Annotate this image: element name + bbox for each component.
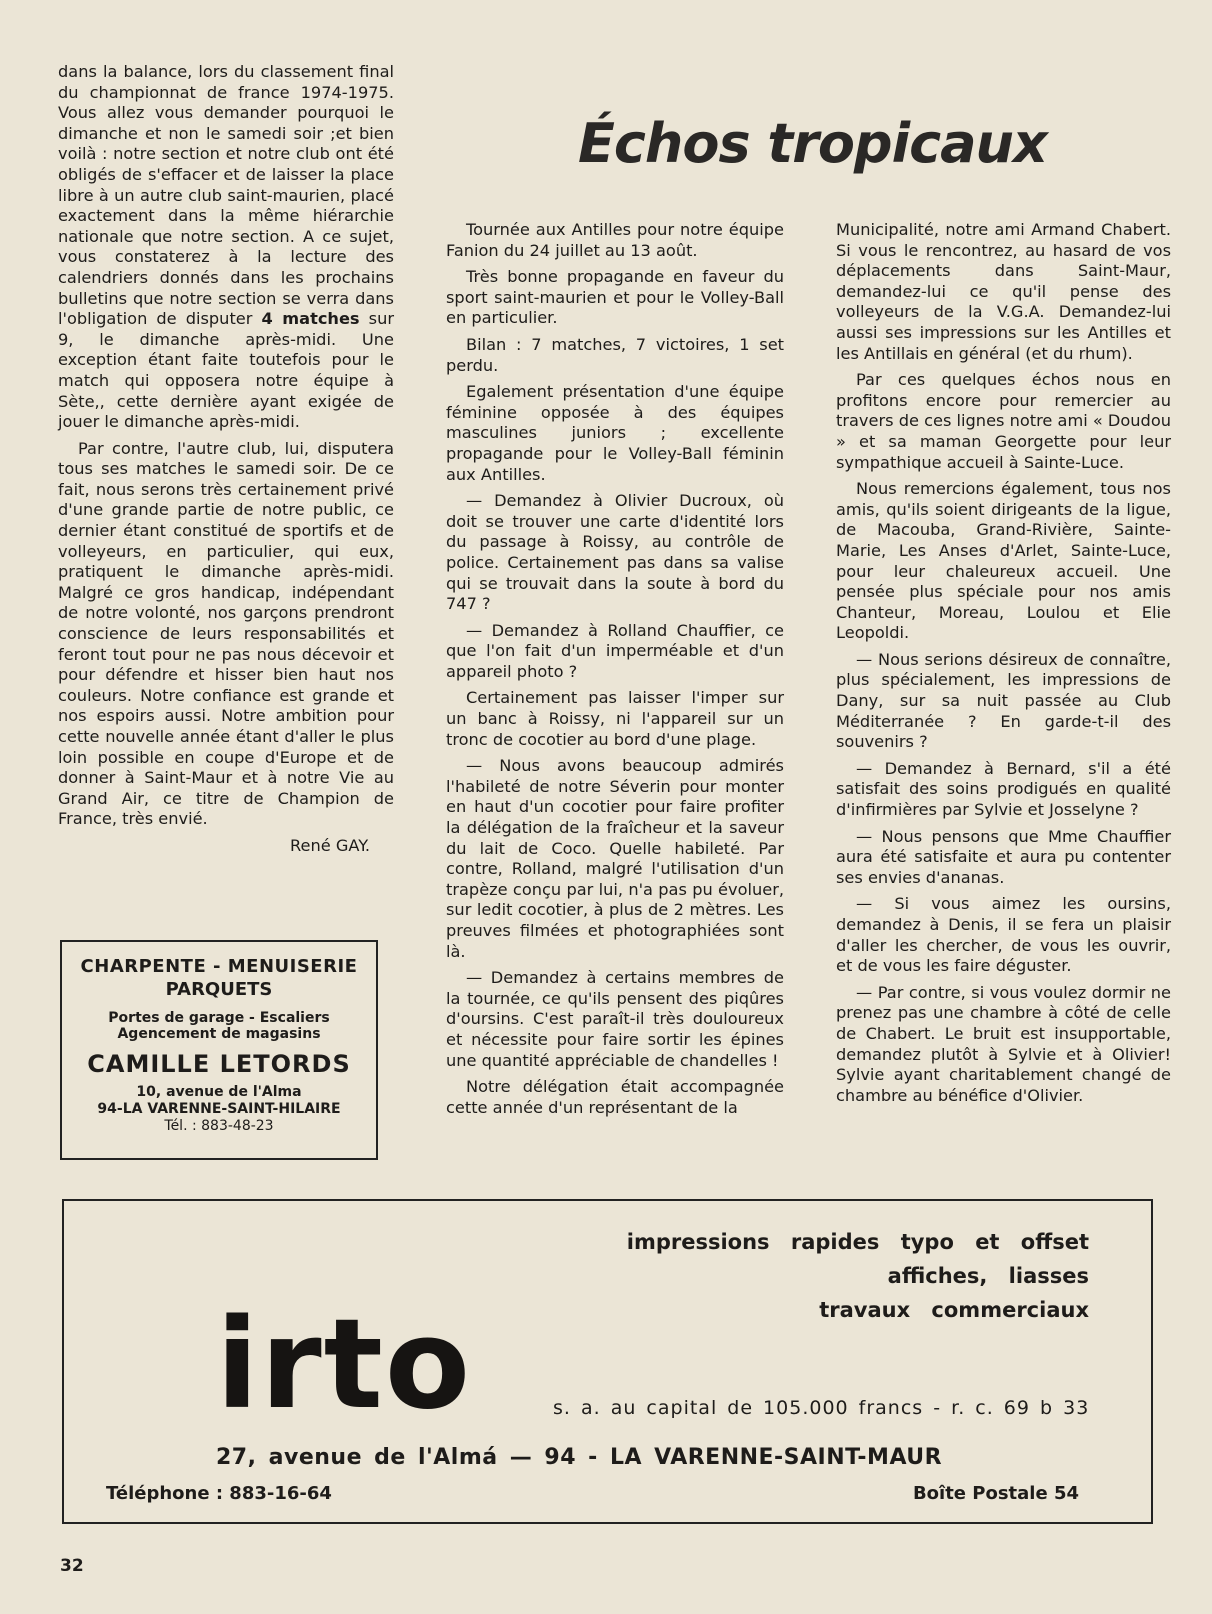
paragraph: — Demandez à certains membres de la tournée, ce qu'ils pensent des piqûres d'oursins. C'est paraît-il très douloureux et nécessite pour faire sortir les épines une quantité appréciable de chandelles ! bbox=[446, 968, 784, 1070]
paragraph: Par contre, l'autre club, lui, disputera tous ses matches le samedi soir. De ce fait, nous serons très certainement privé d'une grande partie de notre public, ce dernier étant constitué de sportifs et de volleyeurs, en particulier, qui eux, pratiquent le dimanche après-midi. Malgré ce gros handicap, indépendant de notre volonté, nos garçons prendront conscience de leurs responsabilités et feront tout pour ne pas nous décevoir et pour défendre et hisser bien haut nos couleurs. Notre confiance est grande et nos espoirs aussi. Notre ambition pour cette nouvelle année étant d'aller le plus loin possible en coupe d'Europe et de donner à Saint-Maur et à notre Vie au Grand Air, ce titre de Champion de France, très envié. bbox=[58, 438, 394, 829]
ad-address: 10, avenue de l'Alma bbox=[136, 1084, 302, 1100]
ad-services: impressions rapides typo et offset affiches, liasses travaux commerciaux bbox=[626, 1230, 1089, 1322]
paragraph: — Nous avons beaucoup admirés l'habileté de notre Séverin pour monter en haut d'un cocotier pour faire profiter la délégation de la fraîcheur et la saveur du lait de Coco. Quelle habileté. Par contre, Rolland, malgré l'utilisation d'un trapèze conçu par lui, n'a pas pu évoluer, sur ledit cocotier, à plus de 2 mètres. Les preuves filmées et photographiées sont là. bbox=[446, 756, 784, 961]
paragraph: Notre délégation était accompagnée cette année d'un représentant de la bbox=[446, 1077, 784, 1117]
paragraph: — Demandez à Rolland Chauffier, ce que l'on fait d'un imperméable et d'un appareil photo ? bbox=[446, 620, 784, 681]
ad-phone: Tél. : 883-48-23 bbox=[164, 1118, 274, 1134]
paragraph: Nous remercions également, tous nos amis, qu'ils soient dirigeants de la ligue, de Macouba, Grand-Rivière, Sainte-Marie, Les Anses d'Arlet, Sainte-Luce, pour leur chaleureux accueil. Une pensée plus spéciale pour nos amis Chanteur, Moreau, Loulou et Elie Leopoldi. bbox=[836, 479, 1171, 643]
ad-service: Portes de garage - Escaliers bbox=[108, 1010, 330, 1026]
ad-legal-info: s. a. au capital de 105.000 francs - r. c. 69 b 33 bbox=[553, 1397, 1090, 1419]
ad-subheadline: PARQUETS bbox=[165, 979, 273, 1000]
printer-advertisement bbox=[62, 1199, 1153, 1524]
ad-po-box: Boîte Postale 54 bbox=[912, 1483, 1079, 1504]
paragraph: — Nous serions désireux de connaître, plus spécialement, les impressions de Dany, sur sa nuit passée au Club Méditerranée ? En garde-t-il des souvenirs ? bbox=[836, 649, 1171, 752]
ad-headline: CHARPENTE - MENUISERIE bbox=[80, 956, 358, 977]
paragraph: Tournée aux Antilles pour notre équipe Fanion du 24 juillet au 13 août. bbox=[446, 220, 784, 260]
ad-address: 27, avenue de l'Almá — 94 - LA VARENNE-SAINT-MAUR bbox=[216, 1445, 943, 1470]
paragraph: Egalement présentation d'une équipe féminine opposée à des équipes masculines juniors ; excellente propagande pour le Volley-Ball féminin aux Antilles. bbox=[446, 382, 784, 484]
paragraph: — Demandez à Bernard, s'il a été satisfait des soins prodigués en qualité d'infirmières par Sylvie et Josselyne ? bbox=[836, 758, 1171, 820]
carpentry-advertisement bbox=[60, 940, 378, 1160]
column-2 bbox=[446, 220, 784, 1124]
paragraph: Très bonne propagande en faveur du sport saint-maurien et pour le Volley-Ball en particulier. bbox=[446, 267, 784, 328]
page-number: 32 bbox=[60, 1556, 84, 1576]
paragraph: — Nous pensons que Mme Chauffier aura été satisfaite et aura pu contenter ses envies d'ananas. bbox=[836, 826, 1171, 887]
paragraph: dans la balance, lors du classement final du championnat de france 1974-1975. Vous allez vous demander pourquoi le dimanche et non le samedi soir ;et bien voilà : notre section et notre club ont été obligés de s'effacer et de laisser la place libre à un autre club saint-maurien, placé exactement dans la même hiérarchie nationale que notre section. A ce sujet, vous constaterez à la lecture des calendriers donnés dans les prochains bulletins que notre section se verra dans l'obligation de disputer 4 matches sur 9, le dimanche après-midi. Une exception étant faite toutefois pour le match qui opposera notre équipe à Sète,, cette dernière ayant exigée de jouer le dimanche après-midi. bbox=[58, 62, 394, 432]
ad-service: Agencement de magasins bbox=[117, 1026, 321, 1042]
irto-logo: irto bbox=[216, 1293, 473, 1437]
paragraph: Par ces quelques échos nous en profitons encore pour remercier au travers de ces lignes notre ami « Doudou » et sa maman Georgette pour leur sympathique accueil à Sainte-Luce. bbox=[836, 370, 1171, 472]
ad-phone: Téléphone : 883-16-64 bbox=[106, 1483, 332, 1504]
paragraph: Certainement pas laisser l'imper sur un banc à Roissy, ni l'appareil sur un tronc de cocotier au bord d'une plage. bbox=[446, 688, 784, 749]
ad-city: 94-LA VARENNE-SAINT-HILAIRE bbox=[97, 1101, 341, 1117]
paragraph: Municipalité, notre ami Armand Chabert. Si vous le rencontrez, au hasard de vos déplacements dans Saint-Maur, demandez-lui ce qu'il pense des volleyeurs de la V.G.A. Demandez-lui aussi ses impressions sur les Antilles et les Antillais en général (et du rhum). bbox=[836, 220, 1171, 363]
paragraph: Bilan : 7 matches, 7 victoires, 1 set perdu. bbox=[446, 334, 784, 375]
signature: René GAY. bbox=[290, 835, 370, 855]
ad-company-name: CAMILLE LETORDS bbox=[87, 1050, 351, 1078]
paragraph: — Si vous aimez les oursins, demandez à Denis, il se fera un plaisir d'aller les chercher, de vous les ouvrir, et de vous les faire déguster. bbox=[836, 894, 1171, 976]
column-3 bbox=[836, 220, 1171, 1112]
column-1 bbox=[58, 62, 394, 857]
article-title: Échos tropicaux bbox=[578, 112, 1047, 175]
paragraph: — Par contre, si vous voulez dormir ne prenez pas une chambre à côté de celle de Chabert. Le bruit est insupportable, demandez plutôt à Sylvie et à Olivier! Sylvie ayant charitablement changé de chambre au bénéfice d'Olivier. bbox=[836, 982, 1171, 1105]
paragraph: — Demandez à Olivier Ducroux, où doit se trouver une carte d'identité lors du passage à Roissy, au contrôle de police. Certainement pas dans sa valise qui se trouvait dans la soute à bord du 747 ? bbox=[446, 491, 784, 614]
bold-text: 4 matches bbox=[261, 309, 360, 329]
